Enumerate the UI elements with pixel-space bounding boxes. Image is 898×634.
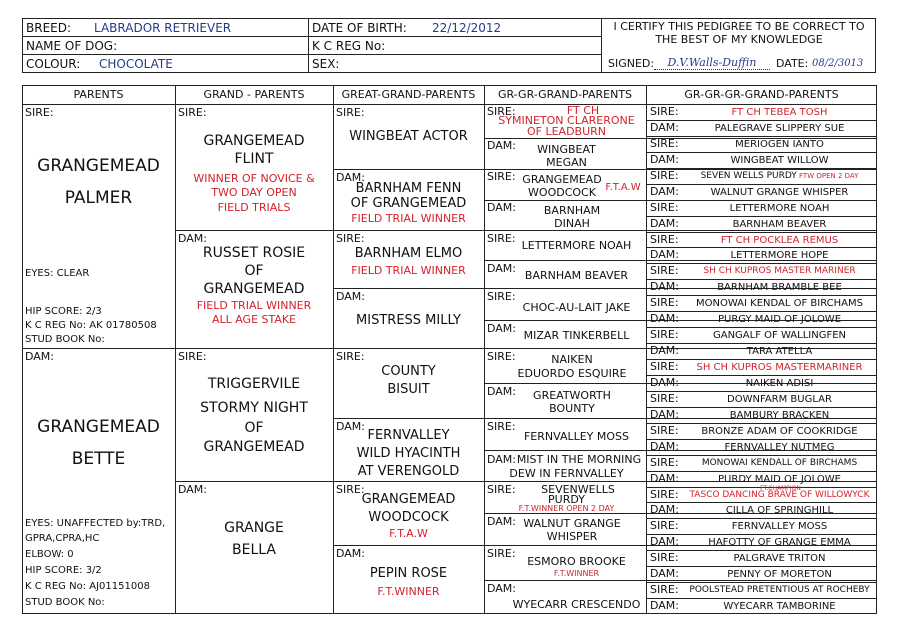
divider bbox=[646, 407, 877, 408]
signed-label: SIGNED: bbox=[608, 57, 655, 70]
ggggp-name: TARA ATELLA bbox=[746, 346, 813, 358]
gp-dam-note: FIELD TRIAL WINNER bbox=[196, 299, 312, 312]
ggggp-sire-label: SIRE: bbox=[650, 423, 679, 437]
ggggp-sire-label: SIRE: bbox=[650, 200, 679, 214]
gggp-name-red: SYMINETON CLARERONE bbox=[498, 114, 635, 127]
gp-dam-name: RUSSET ROSIE bbox=[202, 245, 306, 261]
gggp-dam-label: DAM: bbox=[487, 201, 516, 214]
ggggp-dam-label: DAM: bbox=[650, 216, 679, 230]
gggp-name: WINGBEAT bbox=[537, 143, 596, 156]
certify-text: I CERTIFY THIS PEDIGREE TO BE CORRECT TO THE BEST OF MY KNOWLEDGE bbox=[613, 20, 865, 46]
divider bbox=[646, 184, 877, 185]
divider bbox=[646, 295, 877, 296]
gp-dam-name: GRANGEMEAD bbox=[203, 281, 305, 297]
divider bbox=[646, 136, 877, 137]
breed-value: LABRADOR RETRIEVER bbox=[94, 21, 232, 35]
ggggp-name: WYECARR TAMBORINE bbox=[723, 601, 836, 613]
ggggp-name: SH CH KUPROS MASTER MARINER bbox=[703, 266, 856, 277]
gp-dam-label: DAM: bbox=[178, 232, 207, 245]
gggp-sire-label: SIRE: bbox=[487, 290, 516, 303]
divider bbox=[646, 311, 877, 312]
gp-sire-label: SIRE: bbox=[178, 106, 207, 119]
dam-eyes-tests: GPRA,CPRA,HC bbox=[25, 533, 100, 544]
ggggp-dam-label: DAM: bbox=[650, 471, 679, 485]
dam-name-line2: BETTE bbox=[71, 449, 126, 469]
ggggp-dam-label: DAM: bbox=[650, 439, 679, 453]
ggggp-sire-label: SIRE: bbox=[650, 551, 679, 565]
ggggp-sire-label: SIRE: bbox=[650, 360, 679, 373]
ggggp-name: PURDY MAID OF JOLOWE bbox=[718, 473, 841, 485]
ggp-dam-label: DAM: bbox=[336, 547, 365, 560]
dob-label: DATE OF BIRTH: bbox=[312, 21, 407, 35]
divider bbox=[646, 518, 877, 519]
ggp-name: WOODCOCK bbox=[368, 510, 449, 525]
ggggp-name: SH CH KUPROS MASTERMARINER bbox=[696, 362, 863, 373]
ggggp-name: WINGBEAT WILLOW bbox=[730, 154, 829, 166]
divider bbox=[646, 279, 877, 280]
gggp-name: MEGAN bbox=[546, 156, 587, 169]
ggggp-sire-label: SIRE: bbox=[650, 328, 679, 342]
col-header-gr-gr-grandparents: GR-GR-GRAND-PARENTS bbox=[497, 88, 633, 101]
gggp-dam-label: DAM: bbox=[487, 322, 516, 335]
ggp-name: PEPIN ROSE bbox=[369, 566, 448, 581]
ggp-note: F.T.WINNER bbox=[377, 585, 440, 598]
gggp-dam-label: DAM: bbox=[487, 262, 516, 275]
ggp-name: GRANGEMEAD bbox=[361, 492, 456, 507]
dam-elbow: ELBOW: 0 bbox=[25, 549, 74, 560]
ggggp-sire-label: SIRE: bbox=[650, 455, 679, 469]
ggp-dam-label: DAM: bbox=[336, 290, 365, 303]
col-header-parents: PARENTS bbox=[73, 88, 124, 101]
ggggp-name: TASCO DANCING BRAVE OF WILLOWYCK bbox=[689, 489, 870, 500]
divider bbox=[646, 152, 877, 153]
ggggp-dam-label: DAM: bbox=[650, 407, 679, 421]
divider bbox=[646, 550, 877, 551]
gggp-name: BARNHAM BEAVER bbox=[524, 269, 629, 282]
ggggp-dam-label: DAM: bbox=[650, 312, 679, 326]
divider bbox=[646, 359, 877, 360]
date-label: DATE: bbox=[776, 57, 809, 70]
gggp-name: LETTERMORE NOAH bbox=[521, 239, 632, 252]
ggggp-name: PALGRAVE TRITON bbox=[733, 553, 826, 565]
sire-label: SIRE: bbox=[25, 106, 54, 119]
ggp-name: BISUIT bbox=[387, 382, 430, 397]
gp-sire-name: FLINT bbox=[234, 151, 274, 167]
gggp-name: SEVENWELLS bbox=[541, 483, 615, 496]
gggp-sire-label: SIRE: bbox=[487, 547, 516, 560]
ggggp-title: FT.CHAMPION bbox=[760, 484, 801, 492]
dam-stud-book: STUD BOOK No: bbox=[25, 597, 105, 608]
ggggp-dam-label: DAM: bbox=[650, 248, 679, 262]
signature: D.V.Walls-Duffin bbox=[654, 56, 770, 70]
col-header-gr-gr-gr-grandparents: GR-GR-GR-GRAND-PARENTS bbox=[684, 88, 839, 101]
dam-eyes: EYES: UNAFFECTED by:TRD, bbox=[25, 518, 166, 529]
ggggp-dam-label: DAM: bbox=[650, 535, 679, 549]
ggggp-sire-label: SIRE: bbox=[650, 168, 679, 182]
divider bbox=[22, 104, 877, 105]
gggp-note: F.T.A.W bbox=[605, 182, 641, 193]
divider bbox=[646, 439, 877, 440]
ggp-name: COUNTY bbox=[381, 364, 436, 379]
sex-label: SEX: bbox=[312, 57, 340, 71]
ggggp-name: FERNVALLEY MOSS bbox=[731, 521, 828, 533]
gggp-dam-label: DAM: bbox=[487, 385, 516, 398]
ggggp-name: FT CH TEBEA TOSH bbox=[731, 107, 828, 118]
divider bbox=[22, 36, 309, 37]
ggggp-name: MONOWAI KENDAL OF BIRCHAMS bbox=[695, 298, 863, 310]
gggp-name: WYECARR CRESCENDO bbox=[512, 598, 641, 611]
ggggp-name: GANGALF OF WALLINGFEN bbox=[712, 330, 847, 342]
divider bbox=[646, 168, 877, 169]
sire-eyes: EYES: CLEAR bbox=[25, 268, 90, 279]
ggp-note: FIELD TRIAL WINNER bbox=[351, 212, 466, 225]
gp-dam-label: DAM: bbox=[178, 483, 207, 496]
gggp-name: WALNUT GRANGE bbox=[523, 517, 621, 530]
gp-sire-note: TWO DAY OPEN bbox=[211, 186, 297, 199]
divider bbox=[646, 471, 877, 472]
gggp-dam-label: DAM: bbox=[487, 453, 516, 466]
divider bbox=[646, 423, 877, 424]
divider bbox=[646, 375, 877, 376]
ggp-sire-label: SIRE: bbox=[336, 483, 365, 496]
ggp-dam-label: DAM: bbox=[336, 171, 365, 184]
divider bbox=[22, 54, 309, 55]
dam-hip-score: HIP SCORE: 3/2 bbox=[25, 565, 102, 576]
gggp-name: WHISPER bbox=[546, 530, 598, 543]
gggp-name: DINAH bbox=[554, 217, 590, 230]
divider bbox=[646, 502, 877, 503]
col-header-grandparents: GRAND - PARENTS bbox=[203, 88, 305, 101]
gp-sire-note: WINNER OF NOVICE & bbox=[193, 172, 315, 185]
ggggp-sire-label: SIRE: bbox=[650, 519, 679, 533]
ggp-name: WILD HYACINTH bbox=[356, 446, 461, 461]
gggp-dam-label: DAM: bbox=[487, 582, 516, 595]
gggp-name: MIZAR TINKERBELL bbox=[523, 329, 630, 342]
gggp-name: DEW IN FERNVALLEY bbox=[509, 467, 624, 480]
divider bbox=[484, 85, 485, 614]
ggggp-sire-label: SIRE: bbox=[650, 296, 679, 310]
ggggp-name: DOWNFARM BUGLAR bbox=[727, 393, 832, 405]
ggp-name: OF GRANGEMEAD bbox=[350, 196, 467, 211]
divider bbox=[646, 391, 877, 392]
ggp-sire-label: SIRE: bbox=[336, 106, 365, 119]
sire-kc-reg: K C REG No: AK 01780508 bbox=[25, 320, 157, 331]
gggp-name-red: OF LEADBURN bbox=[526, 125, 607, 138]
divider bbox=[308, 54, 602, 55]
gp-sire-name: GRANGEMEAD bbox=[203, 439, 305, 455]
divider bbox=[646, 200, 877, 201]
colour-value: CHOCOLATE bbox=[99, 57, 173, 71]
ggp-name: FERNVALLEY bbox=[367, 428, 450, 443]
gggp-name: NAIKEN bbox=[551, 353, 593, 366]
ggggp-sire-label: SIRE: bbox=[650, 264, 679, 278]
sire-name-line1: GRANGEMEAD bbox=[37, 156, 160, 176]
ggggp-name: BAMBURY BRACKEN bbox=[729, 409, 830, 421]
gggp-sire-label: SIRE: bbox=[487, 420, 516, 433]
ggggp-name: PURGY MAID OF JOLOWE bbox=[717, 314, 842, 326]
gp-dam-name: OF bbox=[244, 263, 264, 279]
dog-name-label: NAME OF DOG: bbox=[26, 39, 118, 53]
dam-label: DAM: bbox=[25, 350, 54, 363]
gggp-name: BARNHAM bbox=[543, 204, 601, 217]
kc-reg-label: K C REG No: bbox=[312, 39, 386, 53]
dam-name-line1: GRANGEMEAD bbox=[37, 417, 160, 437]
gggp-sire-label: SIRE: bbox=[487, 483, 516, 496]
divider bbox=[308, 36, 602, 37]
ggggp-name: SEVEN WELLS PURDY FTW OPEN 2 DAY bbox=[700, 170, 859, 181]
gggp-sire-label: SIRE: bbox=[487, 350, 516, 363]
gp-dam-name: GRANGE bbox=[224, 520, 284, 536]
gggp-name: PURDY bbox=[548, 493, 585, 506]
ggggp-name: LETTERMORE NOAH bbox=[729, 202, 830, 214]
col-header-great-grandparents: GREAT-GRAND-PARENTS bbox=[341, 88, 476, 101]
divider bbox=[646, 216, 877, 217]
divider bbox=[646, 598, 877, 599]
ggggp-sire-label: SIRE: bbox=[650, 105, 679, 118]
ggggp-name: WALNUT GRANGE WHISPER bbox=[710, 186, 849, 198]
divider bbox=[646, 263, 877, 264]
ggggp-dam-label: DAM: bbox=[650, 184, 679, 198]
gggp-dam-label: DAM: bbox=[487, 515, 516, 528]
ggggp-sire-label: SIRE: bbox=[650, 487, 679, 501]
ggggp-dam-label: DAM: bbox=[650, 152, 679, 166]
ggggp-name: BARNHAM BRAMBLE BEE bbox=[717, 282, 842, 294]
ggp-dam-label: DAM: bbox=[336, 420, 365, 433]
gggp-name: ESMORO BROOKE bbox=[527, 555, 626, 568]
ggggp-name: BRONZE ADAM OF COOKRIDGE bbox=[701, 425, 858, 437]
ggggp-name: BARNHAM BEAVER bbox=[732, 218, 827, 230]
gggp-name: EDUORDO ESQUIRE bbox=[517, 367, 627, 380]
dob-value: 22/12/2012 bbox=[432, 21, 502, 35]
ggggp-dam-label: DAM: bbox=[650, 344, 679, 358]
divider bbox=[646, 232, 877, 233]
ggggp-name: POOLSTEAD PRETENTIOUS AT ROCHEBY bbox=[689, 585, 870, 596]
sire-hip-score: HIP SCORE: 2/3 bbox=[25, 306, 102, 317]
gggp-note: F.T.WINNER OPEN 2 DAY bbox=[518, 504, 615, 513]
gggp-name: FERNVALLEY MOSS bbox=[523, 430, 630, 443]
gp-sire-name: OF bbox=[244, 420, 264, 436]
ggp-name: WINGBEAT ACTOR bbox=[349, 129, 468, 144]
ggggp-dam-label: DAM: bbox=[650, 503, 679, 517]
divider bbox=[646, 566, 877, 567]
ggp-note: F.T.A.W bbox=[389, 527, 428, 540]
divider bbox=[646, 455, 877, 456]
ggp-sire-label: SIRE: bbox=[336, 232, 365, 245]
gp-dam-note: ALL AGE STAKE bbox=[211, 313, 297, 326]
gggp-name: MIST IN THE MORNING bbox=[516, 453, 642, 466]
ggggp-dam-label: DAM: bbox=[650, 375, 679, 389]
gp-sire-name: TRIGGERVILE bbox=[207, 376, 301, 392]
gp-sire-note: FIELD TRIALS bbox=[217, 201, 291, 214]
gp-sire-name: STORMY NIGHT bbox=[200, 400, 308, 416]
gp-sire-name: GRANGEMEAD bbox=[203, 133, 305, 149]
divider bbox=[646, 343, 877, 344]
divider bbox=[646, 582, 877, 583]
ggggp-sire-label: SIRE: bbox=[650, 583, 679, 597]
gp-dam-name: BELLA bbox=[232, 542, 276, 558]
gggp-name: GREATWORTH bbox=[533, 389, 611, 402]
ggggp-sire-label: SIRE: bbox=[650, 136, 679, 150]
ggggp-name: MERIOGEN IANTO bbox=[735, 138, 824, 150]
ggggp-name: CILLA OF SPRINGHILL bbox=[725, 505, 834, 517]
ggggp-dam-label: DAM: bbox=[650, 567, 679, 581]
ggggp-name: HAFOTTY OF GRANGE EMMA bbox=[708, 537, 851, 549]
gggp-name: BOUNTY bbox=[549, 402, 595, 415]
ggggp-note: FTW OPEN 2 DAY bbox=[796, 171, 859, 180]
ggggp-name: MONOWAI KENDALL OF BIRCHAMS bbox=[701, 457, 858, 468]
divider bbox=[646, 120, 877, 121]
sire-stud-book: STUD BOOK No: bbox=[25, 334, 105, 345]
divider bbox=[646, 247, 877, 248]
date-value: 08/2/3013 bbox=[812, 58, 864, 69]
breed-label: BREED: bbox=[26, 21, 72, 35]
ggggp-name: LETTERMORE HOPE bbox=[730, 250, 829, 262]
gggp-name: GRANGEMEAD bbox=[522, 173, 602, 186]
gggp-dam-label: DAM: bbox=[487, 139, 516, 152]
sire-name-line2: PALMER bbox=[64, 188, 133, 208]
gggp-sire-label: SIRE: bbox=[487, 105, 516, 118]
divider bbox=[646, 327, 877, 328]
ggggp-name: PALEGRAVE SLIPPERY SUE bbox=[714, 122, 845, 134]
colour-label: COLOUR: bbox=[26, 57, 81, 71]
gggp-sire-label: SIRE: bbox=[487, 232, 516, 245]
ggp-name: AT VERENGOLD bbox=[357, 464, 460, 479]
gggp-name: CHOC-AU-LAIT JAKE bbox=[522, 301, 631, 314]
ggggp-name: PENNY OF MORETON bbox=[727, 569, 832, 581]
ggp-note: FIELD TRIAL WINNER bbox=[351, 264, 466, 277]
gggp-name: WOODCOCK bbox=[528, 186, 596, 199]
ggggp-dam-label: DAM: bbox=[650, 599, 679, 613]
dam-kc-reg: K C REG No: AJ01151008 bbox=[25, 581, 150, 592]
ggggp-name: FERNVALLEY NUTMEG bbox=[724, 441, 835, 453]
gp-sire-label: SIRE: bbox=[178, 350, 207, 363]
ggggp-name: FT CH POCKLEA REMUS bbox=[720, 234, 839, 246]
divider bbox=[646, 534, 877, 535]
gggp-name-red: FT CH bbox=[566, 104, 600, 117]
ggp-name: BARNHAM ELMO bbox=[354, 246, 463, 261]
gggp-sire-label: SIRE: bbox=[487, 170, 516, 183]
ggp-name: BARNHAM FENN bbox=[355, 181, 462, 196]
gggp-note: F.T.WINNER bbox=[553, 569, 600, 578]
ggp-name: MISTRESS MILLY bbox=[356, 313, 461, 328]
ggggp-sire-label: SIRE: bbox=[650, 232, 679, 246]
ggp-sire-label: SIRE: bbox=[336, 350, 365, 363]
ggggp-name: NAIKEN ADISI bbox=[745, 377, 814, 389]
ggggp-dam-label: DAM: bbox=[650, 280, 679, 294]
ggggp-dam-label: DAM: bbox=[650, 120, 679, 134]
ggggp-sire-label: SIRE: bbox=[650, 391, 679, 405]
